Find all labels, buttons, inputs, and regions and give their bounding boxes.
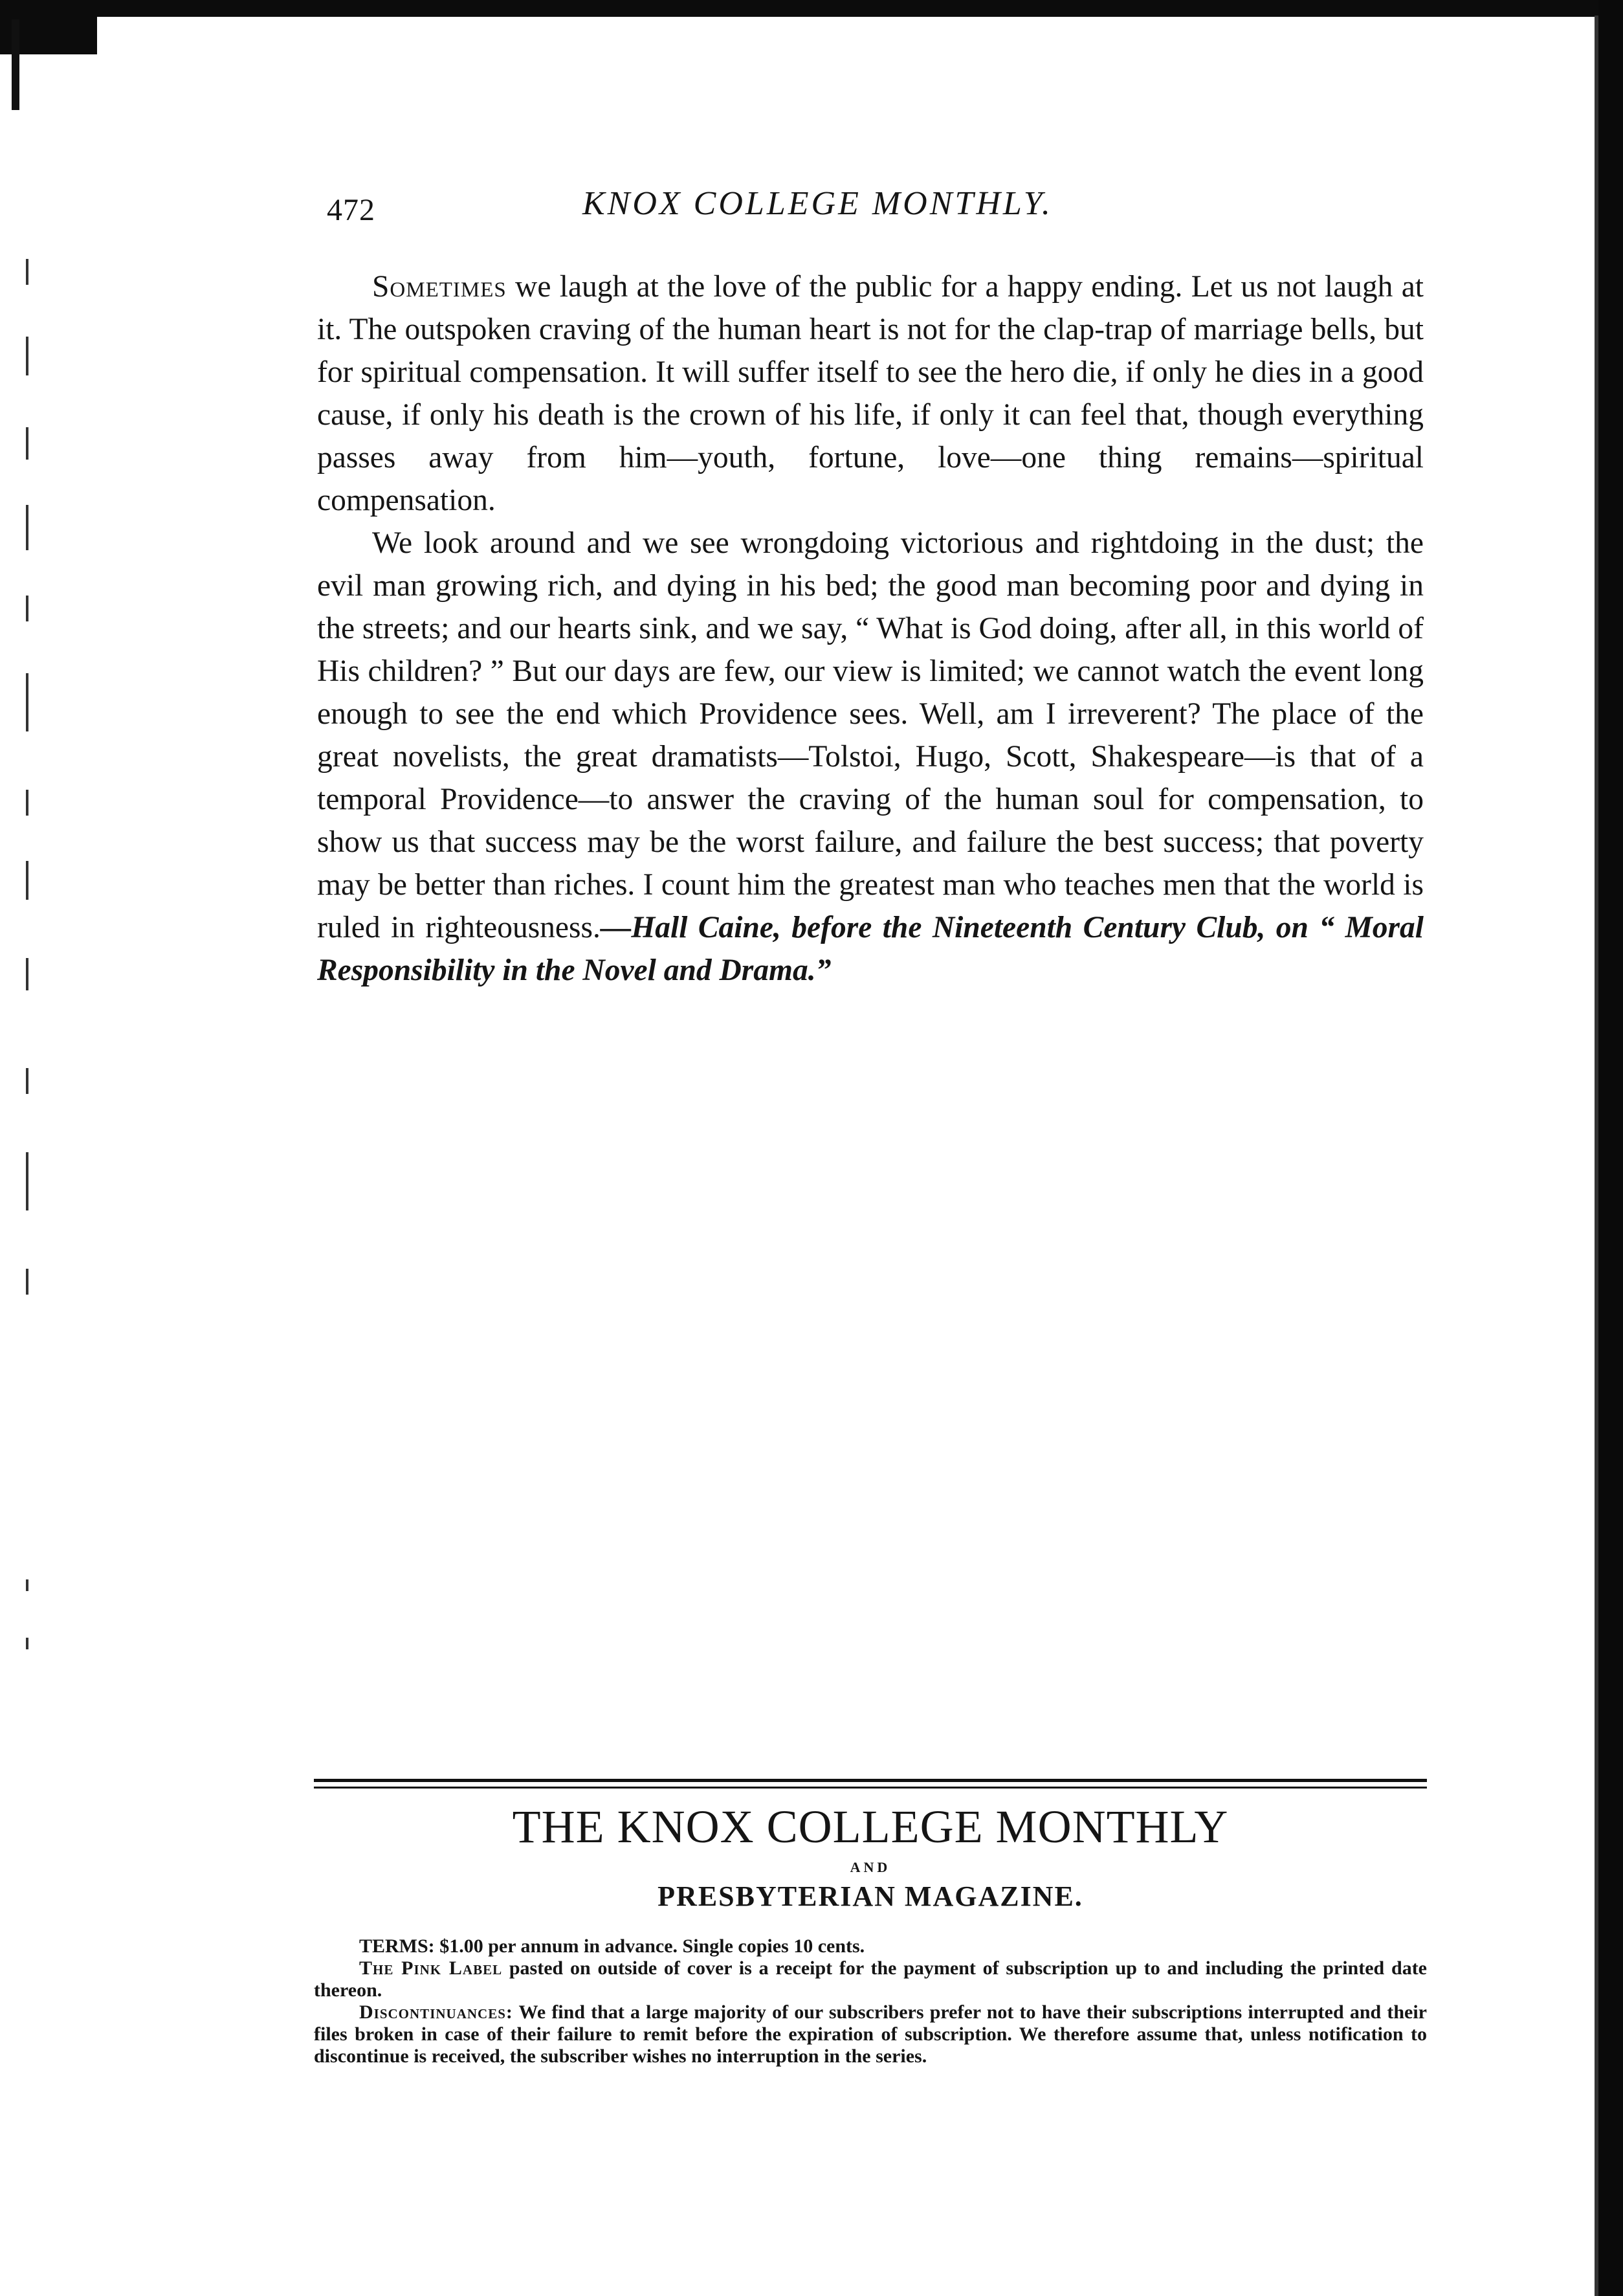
terms-label: TERMS:: [359, 1935, 435, 1957]
pink-label-heading: The Pink Label: [359, 1957, 503, 1979]
masthead-rule-top: [314, 1779, 1427, 1782]
masthead-rule-bottom: [314, 1787, 1427, 1789]
scan-border-top: [0, 0, 1598, 17]
paragraph-lead-word: Sometimes: [372, 270, 507, 304]
article-attribution: —Hall Caine, before the Nineteenth Century Club, on “ Moral Responsibility in the Novel and Drama.”: [317, 911, 1424, 987]
scan-border-right-inner: [1595, 16, 1598, 2296]
page-number: 472: [327, 193, 375, 227]
scan-border-left-mark: [12, 19, 19, 110]
masthead: [314, 1800, 1427, 1913]
terms-text: $1.00 per annum in advance. Single copies 10 cents.: [434, 1935, 865, 1957]
running-head: [327, 184, 1427, 236]
scan-margin-specks: [19, 259, 39, 1683]
paragraph-1-text: we laugh at the love of the public for a happy ending. Let us not laugh at it. The outspoken craving of the human heart is not for the clap-trap of marriage bells, but for spiritual compensation. It will suffer itself to see the hero die, if only he dies in a good cause, if only his death is the crown of his life, if only it can feel that, though everything passes away from him—youth, fortune, love—one thing remains—spiritual compensation.: [317, 270, 1424, 517]
masthead-subtitle: PRESBYTERIAN MAGAZINE.: [657, 1880, 1083, 1912]
pink-label-text: pasted on outside of cover is a receipt for the payment of subscription up to and including the printed date thereon.: [314, 1957, 1427, 2001]
subscription-terms: [314, 1935, 1427, 2068]
article-body: [317, 265, 1424, 992]
masthead-title: THE KNOX COLLEGE MONTHLY: [512, 1801, 1229, 1853]
terms-line: [314, 1935, 1427, 1957]
article-paragraph-2: [317, 522, 1424, 992]
discontinuances-text: We find that a large majority of our subscribers prefer not to have their subscriptions interrupted and their files broken in case of their failure to remit before the expiration of subscription. We therefore assume that, unless notification to discontinue is received, the subscriber wishes no interruption in the series.: [314, 2001, 1427, 2067]
paragraph-2-text: We look around and we see wrongdoing victorious and rightdoing in the dust; the evil man growing rich, and dying in his bed; the good man becoming poor and dying in the streets; and our hearts sink, and we say, “ What is God doing, after all, in this world of His children? ” But our days are few, our view is limited; we cannot watch the event long enough to see the end which Providence sees. Well, am I irreverent? The place of the great novelists, the great dramatists—Tolstoi, Hugo, Scott, Shakespeare—is that of a temporal Providence—to answer the craving of the human soul for compensation, to show us that success may be the worst failure, and failure the best success; that poverty may be better than riches. I count him the greatest man who teaches men that the world is ruled in righteousness.: [317, 526, 1424, 944]
discontinuances-heading: Discontinuances:: [359, 2001, 513, 2023]
scan-border-right: [1598, 0, 1623, 2296]
article-paragraph-1: [317, 265, 1424, 522]
pink-label-line: [314, 1957, 1427, 2001]
masthead-and: AND: [850, 1859, 891, 1875]
discontinuances-line: [314, 2001, 1427, 2068]
journal-title: KNOX COLLEGE MONTHLY.: [582, 185, 1053, 222]
